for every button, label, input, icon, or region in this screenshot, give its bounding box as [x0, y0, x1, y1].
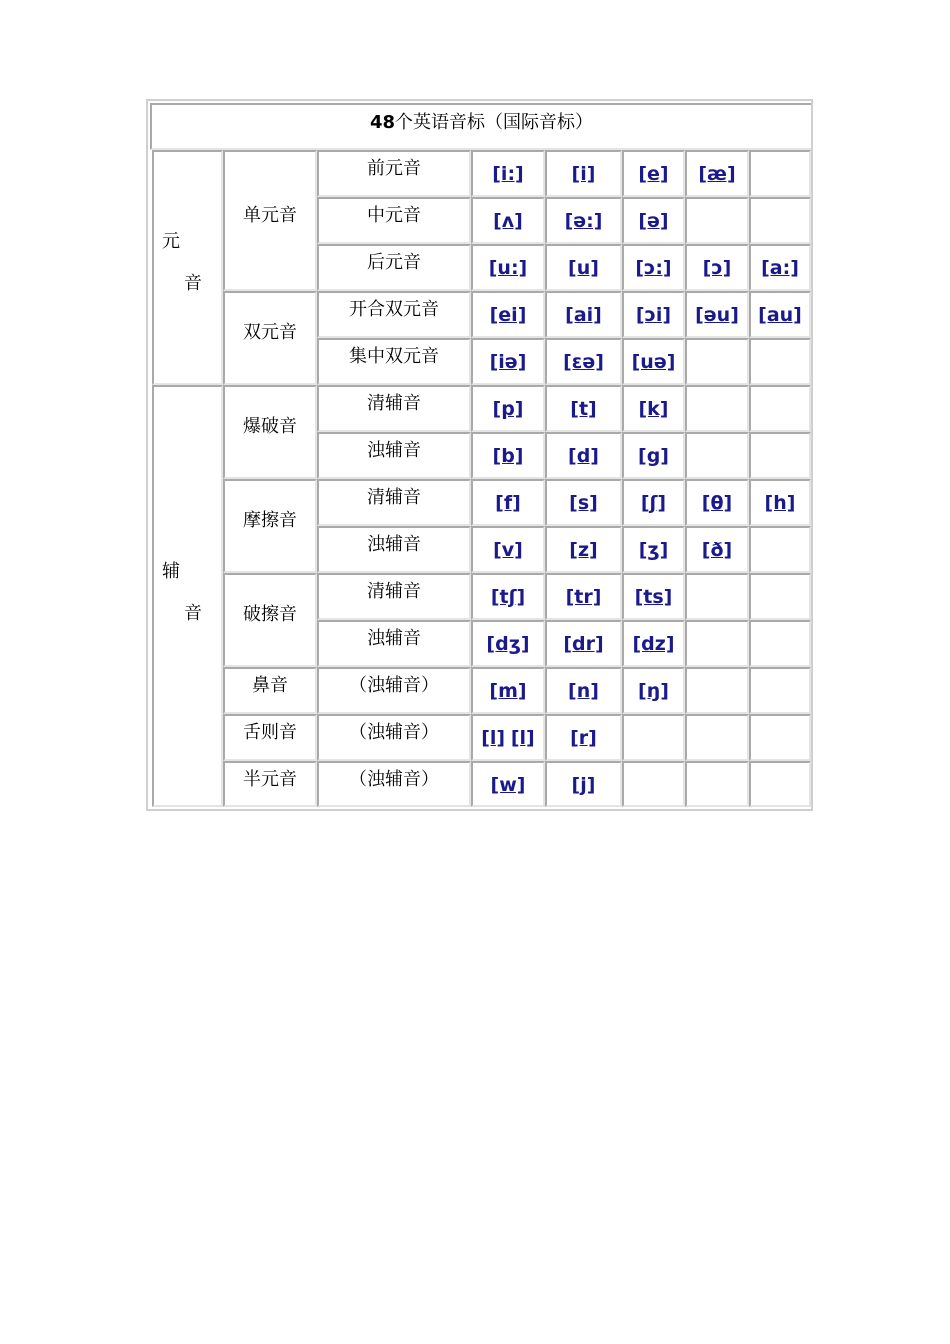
row-label-cell: [317, 573, 471, 620]
symbol-wrapper: [547, 399, 620, 420]
symbol-wrapper: [687, 305, 747, 326]
symbol-cell: [685, 291, 749, 338]
symbol-cell: [685, 667, 749, 714]
phonetic-symbol-link[interactable]: [dz]: [632, 633, 675, 655]
phonetic-symbol-link[interactable]: [u]: [568, 257, 599, 279]
symbol-wrapper: [624, 681, 683, 702]
symbol-cell: [622, 714, 685, 761]
category-semivowel-label: 半元音: [243, 769, 297, 790]
symbol-cell: [749, 150, 811, 197]
symbol-cell: [622, 385, 685, 432]
phonetic-symbol-link[interactable]: [iə]: [489, 351, 527, 373]
symbol-wrapper: [547, 775, 620, 796]
symbol-wrapper: [473, 399, 543, 420]
phonetic-symbol-link[interactable]: [uə]: [631, 351, 676, 373]
symbol-wrapper: [473, 493, 543, 514]
phonetic-symbol-link[interactable]: [p]: [492, 398, 524, 420]
symbol-wrapper: [624, 634, 683, 655]
symbol-wrapper: [687, 493, 747, 514]
vowel-group-label-2: 音: [184, 273, 202, 294]
symbol-wrapper: [547, 681, 620, 702]
phonetic-symbol-link[interactable]: [au]: [758, 304, 802, 326]
symbol-wrapper: [624, 446, 683, 467]
symbol-cell: [749, 432, 811, 479]
consonant-group-cell: [152, 385, 223, 807]
row-label-cell: [317, 479, 471, 526]
phonetic-symbol-link[interactable]: [ŋ]: [638, 680, 669, 702]
symbol-wrapper: [473, 305, 543, 326]
symbol-cell: [622, 244, 685, 291]
row-label-cell: [317, 432, 471, 479]
symbol-cell: [545, 150, 622, 197]
phonetic-symbol-link[interactable]: [æ]: [698, 163, 736, 185]
row-label: 后元音: [367, 252, 421, 273]
table-title-text: 个英语音标（国际音标）: [395, 112, 594, 133]
row-label: 浊辅音: [367, 628, 421, 649]
category-nasal: [223, 667, 317, 714]
category-diphthongs: [223, 291, 317, 385]
symbol-wrapper: [624, 540, 683, 561]
symbol-wrapper: [547, 587, 620, 608]
symbol-cell: [685, 714, 749, 761]
symbol-cell: [471, 714, 545, 761]
phonetic-symbol-link[interactable]: [z]: [569, 539, 598, 561]
phonetic-symbol-link[interactable]: [ɔi]: [635, 304, 672, 326]
symbol-cell: [545, 526, 622, 573]
symbol-cell: [622, 761, 685, 807]
row-label-cell: [317, 667, 471, 714]
symbol-cell: [545, 197, 622, 244]
symbol-cell: [471, 338, 545, 385]
symbol-cell: [471, 244, 545, 291]
symbol-wrapper: [473, 352, 543, 373]
phonetic-symbol-link[interactable]: [ə]: [638, 210, 669, 232]
symbol-cell: [622, 526, 685, 573]
symbol-cell: [545, 667, 622, 714]
symbol-wrapper: [687, 540, 747, 561]
symbol-wrapper: [547, 352, 620, 373]
symbol-wrapper: [624, 164, 683, 185]
symbol-cell: [545, 761, 622, 807]
vowel-group-cell: [152, 150, 223, 385]
symbol-wrapper: [473, 211, 543, 232]
phonetic-symbol-link[interactable]: [s]: [569, 492, 598, 514]
symbol-cell: [749, 620, 811, 667]
symbol-wrapper: [624, 352, 683, 373]
table-title: [152, 113, 811, 133]
table-title-number: 48: [369, 112, 396, 133]
phonetic-symbol-link[interactable]: [l]: [481, 727, 506, 749]
symbol-cell: [471, 432, 545, 479]
category-monophthongs-label: 单元音: [243, 205, 297, 226]
phonetic-symbol-link[interactable]: [f]: [495, 492, 521, 514]
phonetic-symbol-link[interactable]: [ð]: [701, 539, 733, 561]
symbol-cell: [685, 479, 749, 526]
row-label-cell: [317, 197, 471, 244]
symbol-cell: [471, 526, 545, 573]
phonetic-symbol-link[interactable]: [dʒ]: [486, 633, 530, 655]
phonetic-symbol-link[interactable]: [i]: [571, 163, 596, 185]
phonetic-symbol-link[interactable]: [ei]: [489, 304, 527, 326]
row-label-cell: [317, 291, 471, 338]
phonetic-symbol-link[interactable]: [d]: [568, 445, 599, 467]
symbol-cell: [622, 620, 685, 667]
symbol-wrapper: [624, 399, 683, 420]
vowel-group-label-1: 元: [162, 231, 180, 252]
symbol-cell: [749, 338, 811, 385]
symbol-cell: [471, 291, 545, 338]
category-monophthongs: [223, 150, 317, 291]
symbol-wrapper: [624, 587, 683, 608]
symbol-cell: [749, 291, 811, 338]
symbol-cell: [471, 667, 545, 714]
symbol-cell: [545, 620, 622, 667]
phonetic-symbol-link[interactable]: [k]: [638, 398, 669, 420]
category-affricates: [223, 573, 317, 667]
symbol-cell: [471, 479, 545, 526]
category-nasal-label: 鼻音: [252, 675, 288, 696]
row-label-cell: [317, 338, 471, 385]
consonant-group-label-1: 辅: [162, 561, 180, 582]
symbol-wrapper: [473, 775, 543, 796]
row-label-cell: [317, 526, 471, 573]
symbol-cell: [545, 338, 622, 385]
symbol-wrapper: [473, 540, 543, 561]
row-label: 浊辅音: [367, 534, 421, 555]
row-label: 清辅音: [367, 393, 421, 414]
category-diphthongs-label: 双元音: [243, 322, 297, 343]
symbol-wrapper: [473, 634, 543, 655]
phonetic-symbol-link[interactable]: [e]: [638, 163, 669, 185]
symbol-wrapper: [473, 681, 543, 702]
phonetic-table: [146, 99, 813, 811]
symbol-cell: [471, 761, 545, 807]
phonetic-symbol-link[interactable]: [ai]: [565, 304, 602, 326]
phonetic-symbol-link[interactable]: [tʃ]: [490, 586, 526, 608]
symbol-cell: [545, 714, 622, 761]
symbol-wrapper: [473, 587, 543, 608]
symbol-wrapper: [547, 634, 620, 655]
phonetic-symbol-link[interactable]: [u:]: [488, 257, 528, 279]
symbol-cell: [749, 479, 811, 526]
row-label: （浊辅音）: [349, 722, 439, 743]
symbol-cell: [685, 338, 749, 385]
symbol-wrapper: [547, 164, 620, 185]
phonetic-symbol-link[interactable]: [w]: [490, 774, 526, 796]
row-label: （浊辅音）: [349, 675, 439, 696]
row-label: 中元音: [367, 205, 421, 226]
symbol-cell: [622, 667, 685, 714]
symbol-cell: [749, 385, 811, 432]
category-fricatives: [223, 479, 317, 573]
symbol-wrapper: [473, 258, 543, 279]
row-label-cell: [317, 620, 471, 667]
phonetic-symbol-link[interactable]: [g]: [638, 445, 669, 467]
category-lateral: [223, 714, 317, 761]
symbol-cell: [685, 244, 749, 291]
category-plosives-label: 爆破音: [243, 416, 297, 437]
symbol-wrapper: [547, 728, 620, 749]
category-semivowel: [223, 761, 317, 807]
symbol-cell: [685, 620, 749, 667]
phonetic-symbol-link[interactable]: [ɔ:]: [635, 257, 672, 279]
symbol-cell: [685, 761, 749, 807]
row-label-cell: [317, 244, 471, 291]
symbol-cell: [749, 244, 811, 291]
symbol-wrapper: [547, 305, 620, 326]
symbol-cell: [545, 385, 622, 432]
phonetic-symbol-link[interactable]: [h]: [764, 492, 796, 514]
symbol-cell: [749, 526, 811, 573]
symbol-cell: [545, 573, 622, 620]
symbol-cell: [545, 479, 622, 526]
row-label: 前元音: [367, 158, 421, 179]
phonetic-symbol-link[interactable]: [r]: [570, 727, 597, 749]
symbol-cell: [622, 291, 685, 338]
symbol-cell: [545, 432, 622, 479]
row-label-cell: [317, 761, 471, 807]
symbol-cell: [471, 150, 545, 197]
phonetic-symbol-link[interactable]: [v]: [493, 539, 523, 561]
symbol-wrapper: [687, 164, 747, 185]
symbol-wrapper: [473, 164, 543, 185]
symbol-cell: [622, 197, 685, 244]
phonetic-symbol-link[interactable]: [n]: [568, 680, 599, 702]
phonetic-symbol-link[interactable]: [i:]: [492, 163, 524, 185]
phonetic-symbol-link[interactable]: [l]: [510, 727, 535, 749]
row-label-cell: [317, 150, 471, 197]
symbol-wrapper: [473, 446, 543, 467]
symbol-cell: [622, 338, 685, 385]
symbol-wrapper: [751, 493, 809, 514]
row-label: 浊辅音: [367, 440, 421, 461]
symbol-cell: [749, 197, 811, 244]
phonetic-symbol-link[interactable]: [dr]: [563, 633, 604, 655]
symbol-wrapper: [547, 540, 620, 561]
symbol-wrapper: [751, 305, 809, 326]
symbol-wrapper: [687, 258, 747, 279]
symbol-cell: [749, 573, 811, 620]
phonetic-symbol-link[interactable]: [əu]: [695, 304, 739, 326]
phonetic-symbol-link[interactable]: [tr]: [565, 586, 602, 608]
phonetic-symbol-link[interactable]: [m]: [489, 680, 527, 702]
category-affricates-label: 破擦音: [243, 604, 297, 625]
phonetic-symbol-link[interactable]: [ʒ]: [638, 539, 669, 561]
consonant-group-label-2: 音: [184, 603, 202, 624]
row-label: 开合双元音: [349, 299, 439, 320]
symbol-wrapper: [473, 728, 543, 749]
symbol-cell: [471, 197, 545, 244]
symbol-wrapper: [624, 305, 683, 326]
row-label: 清辅音: [367, 581, 421, 602]
symbol-wrapper: [547, 493, 620, 514]
symbol-cell: [471, 573, 545, 620]
symbol-wrapper: [547, 258, 620, 279]
symbol-cell: [685, 432, 749, 479]
phonetic-symbol-link[interactable]: [j]: [571, 774, 596, 796]
phonetic-symbol-link[interactable]: [ʃ]: [640, 492, 667, 514]
symbol-cell: [685, 385, 749, 432]
phonetic-symbol-link[interactable]: [ʌ]: [493, 210, 523, 232]
symbol-cell: [622, 432, 685, 479]
symbol-cell: [685, 197, 749, 244]
symbol-cell: [471, 385, 545, 432]
symbol-cell: [545, 291, 622, 338]
row-label: 集中双元音: [349, 346, 439, 367]
symbol-wrapper: [547, 446, 620, 467]
symbol-cell: [685, 573, 749, 620]
row-label-cell: [317, 714, 471, 761]
category-fricatives-label: 摩擦音: [243, 510, 297, 531]
phonetic-symbol-link[interactable]: [b]: [492, 445, 524, 467]
symbol-cell: [471, 620, 545, 667]
phonetic-symbol-link[interactable]: [ə:]: [564, 210, 603, 232]
symbol-wrapper: [624, 211, 683, 232]
phonetic-symbol-link[interactable]: [t]: [570, 398, 597, 420]
symbol-cell: [749, 761, 811, 807]
row-label-cell: [317, 385, 471, 432]
symbol-cell: [749, 714, 811, 761]
phonetic-symbol-link[interactable]: [a:]: [761, 257, 799, 279]
phonetic-symbol-link[interactable]: [ɔ]: [702, 257, 732, 279]
phonetic-symbol-link[interactable]: [θ]: [701, 492, 733, 514]
symbol-cell: [622, 573, 685, 620]
phonetic-symbol-link[interactable]: [ts]: [634, 586, 673, 608]
table-title-cell: [150, 103, 811, 150]
row-label: 清辅音: [367, 487, 421, 508]
phonetic-symbol-link[interactable]: [ɛə]: [563, 351, 604, 373]
category-plosives: [223, 385, 317, 479]
symbol-wrapper: [751, 258, 809, 279]
category-lateral-label: 舌则音: [243, 722, 297, 743]
symbol-cell: [685, 150, 749, 197]
row-label: （浊辅音）: [349, 769, 439, 790]
symbol-cell: [622, 150, 685, 197]
symbol-wrapper: [624, 493, 683, 514]
symbol-cell: [622, 479, 685, 526]
symbol-wrapper: [547, 211, 620, 232]
symbol-cell: [749, 667, 811, 714]
symbol-cell: [685, 526, 749, 573]
symbol-wrapper: [624, 258, 683, 279]
symbol-cell: [545, 244, 622, 291]
